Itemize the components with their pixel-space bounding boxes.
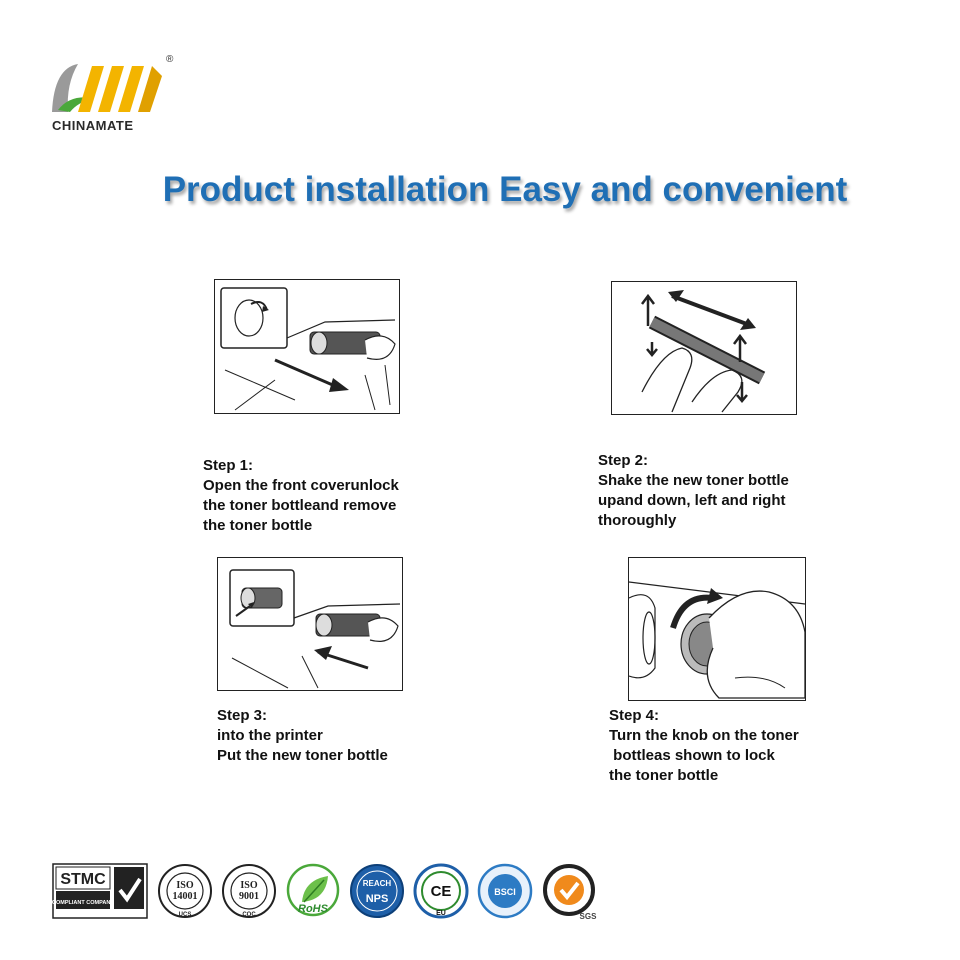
- sgs-label: SGS: [579, 912, 597, 921]
- step-4-illustration: [628, 557, 806, 701]
- page-title: Product installation Easy and convenient: [162, 170, 848, 209]
- bsci-label: BSCI: [494, 887, 516, 897]
- registered-mark: ®: [166, 54, 174, 65]
- ce-badge: [412, 862, 470, 922]
- iso14001-line2: 14001: [172, 891, 198, 902]
- brand-logo: [48, 54, 178, 134]
- turn-knob-illustration: [629, 558, 805, 700]
- step-4-line-3: the toner bottle: [609, 767, 719, 784]
- rohs-label: RoHS: [298, 903, 328, 915]
- step-2-illustration: [611, 281, 797, 415]
- reach-badge: [348, 862, 406, 922]
- ce-label: EU: [436, 910, 446, 917]
- bsci-badge: [476, 862, 534, 922]
- step-4-title: Step 4:: [609, 707, 660, 724]
- step-1-line-2: the toner bottleand remove: [203, 497, 397, 514]
- shake-bottle-illustration: [612, 282, 796, 414]
- stmc-badge: [52, 862, 148, 920]
- iso9001-line1: ISO: [240, 880, 258, 891]
- certification-badges: [52, 862, 612, 924]
- iso9001-badge: [220, 862, 278, 922]
- step-2-line-2: upand down, left and right: [598, 492, 786, 509]
- step-3-text: [217, 706, 388, 766]
- step-3-illustration: [217, 557, 403, 691]
- iso14001-line1: ISO: [176, 880, 194, 891]
- step-2-title: Step 2:: [598, 452, 649, 469]
- ce-mark: CE: [430, 883, 452, 900]
- reach-line1: REACH: [362, 879, 392, 888]
- step-1-title: Step 1:: [203, 457, 254, 474]
- step-3-line-2: Put the new toner bottle: [217, 747, 388, 764]
- step-4-text: [609, 706, 799, 786]
- sgs-badge: [540, 862, 602, 922]
- step-2-line-3: thoroughly: [598, 512, 677, 529]
- step-1-text: [203, 456, 399, 536]
- open-cover-illustration: [215, 280, 399, 413]
- iso14001-badge: [156, 862, 214, 922]
- chinamate-logo-mark: [48, 54, 168, 116]
- step-1-line-3: the toner bottle: [203, 517, 313, 534]
- step-3-line-1: into the printer: [217, 727, 323, 744]
- step-4-line-2: bottleas shown to lock: [609, 747, 775, 764]
- stmc-label: COMPLIANT COMPANY: [52, 900, 114, 906]
- step-4-line-1: Turn the knob on the toner: [609, 727, 799, 744]
- step-2-line-1: Shake the new toner bottle: [598, 472, 789, 489]
- step-3-title: Step 3:: [217, 707, 268, 724]
- iso9001-line2: 9001: [239, 891, 259, 902]
- reach-line2: NPS: [365, 893, 389, 905]
- step-2-text: [598, 451, 789, 531]
- step-1-line-1: Open the front coverunlock: [203, 477, 399, 494]
- step-1-illustration: [214, 279, 400, 414]
- iso9001-label: CQC: [242, 912, 256, 918]
- insert-bottle-illustration: [218, 558, 402, 690]
- rohs-badge: [284, 862, 342, 922]
- brand-name: CHINAMATE: [52, 118, 134, 133]
- iso14001-label: UCS: [178, 912, 192, 918]
- stmc-title: STMC: [60, 871, 106, 888]
